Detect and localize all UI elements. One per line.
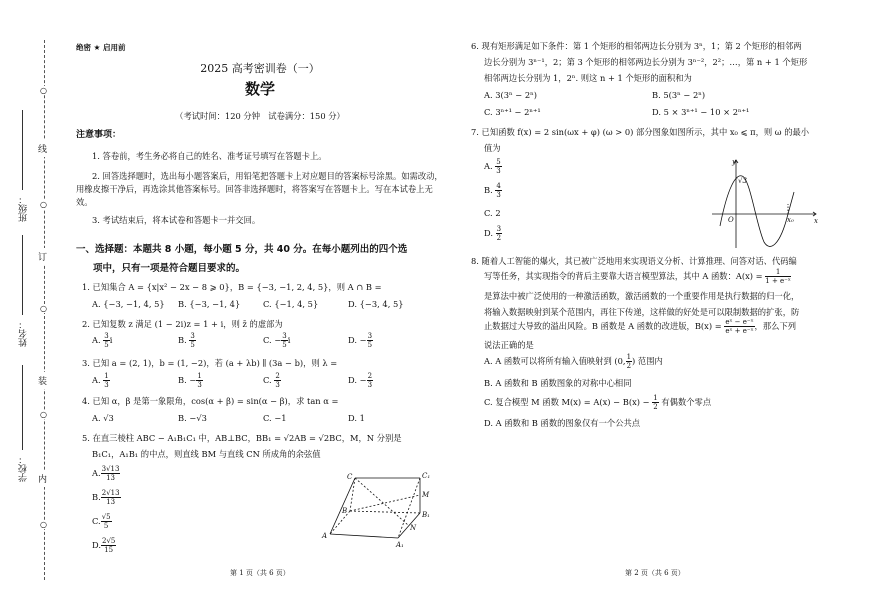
q2-option-a: A. $\frac{3}{5}$ i [92,332,113,349]
exam-title: 2025 高考密训卷（一） [200,62,320,75]
graph-x0-label: x₀ [787,216,794,224]
q6-line1: 6. 现有矩形满足如下条件：第 1 个矩形的相邻两边长分别为 3ⁿ，1；第 2 个矩形的相邻两 [471,41,802,51]
binding-circle: ○ [40,304,47,313]
notes-heading: 注意事项： [76,130,122,140]
prism-figure [320,468,440,550]
q5-line1: 5. 在直三棱柱 ABC − A₁B₁C₁ 中，AB⊥BC，BB₁ = √2AB = √2BC，M，N 分别是 [82,433,402,443]
binding-word-zhuang: 装 [38,372,47,389]
school-fill-line [22,365,23,450]
prism-label-c: C [347,473,353,481]
name-label: 姓名： [19,320,29,347]
section1-line1: 一、选择题：本题共 8 小题，每小题 5 分，共 40 分。在每小题列出的四个选 [76,244,408,255]
q8-option-b: B. A 函数和 B 函数图象的对称中心相同 [484,378,632,388]
prism-label-c1: C₁ [422,472,431,480]
q5-option-c: C. $\frac{√5}{5}$ [92,513,111,530]
q7-line2: 值为 [484,143,501,153]
q4-option-c: C. −1 [263,413,287,423]
q4-option-a: A. √3 [92,413,114,423]
q7-line1: 7. 已知函数 f(x) = 2 sin(ωx + φ) (ω > 0) 部分图象如图所示，其中 x₀ ⩽ π，则 ω 的最小 [471,127,810,137]
q3-option-a: A. $\frac{1}{3}$ [92,372,109,389]
q1-option-c: C. {−1, 4, 5} [263,299,319,309]
q5-option-b: B. $\frac{2√13}{13}$ [92,489,120,506]
q6-option-d: D. 5 × 3ⁿ⁺¹ − 10 × 2ⁿ⁺¹ [652,107,750,117]
q8-line5: 止数据过大导致的溢出风险。B 函数是 A 函数的改进版，B(x) = $\frac{\text{eˣ − e⁻ˣ}}{\text{eˣ + e⁻ˣ}}$ ，那么下列 [484,318,797,335]
exam-info: （考试时间：120 分钟 试卷满分：150 分） [175,111,345,121]
note-3: 3. 考试结束后，将本试卷和答题卡一并交回。 [92,215,261,225]
binding-circle: ○ [40,520,47,529]
q3-option-b: B. − $\frac{1}{3}$ [178,372,202,389]
q5-line2: B₁C₁，A₁B₁ 的中点，则直线 BM 与直线 CN 所成角的余弦值 [92,449,321,459]
binding-circle: ○ [40,86,47,95]
q4-stem: 4. 已知 α，β 是第一象限角，cos(α + β) = sin(α − β)，求 tan α = [82,396,339,406]
binding-word-xian: 线 [38,140,47,157]
q8-option-c: C. 复合模型 M 函数 M(x) = A(x) − B(x) − $\frac{1}{2}$ 有偶数个零点 [484,394,712,411]
q2-option-d: D. − $\frac{3}{5}$ [348,332,373,349]
note-1: 1. 答卷前，考生务必将自己的姓名、准考证号填写在答题卡上。 [92,151,327,161]
q5-option-a: A. $\frac{3√13}{13}$ [92,465,120,482]
q1-option-d: D. {−3, 4, 5} [348,299,404,309]
q5-option-d: D. $\frac{2√5}{15}$ [92,537,116,554]
graph-x-label: x [814,217,818,225]
q2-option-b: B. $\frac{3}{5}$ [178,332,195,349]
prism-label-b: B [342,507,348,515]
class-fill-line [22,110,23,190]
q4-option-d: D. 1 [348,413,365,423]
q8-line3: 是算法中被广泛使用的一种激活函数，激活函数的一个重要作用是执行数据的归一化， [484,291,800,301]
prism-label-a1: A₁ [396,541,404,549]
graph-sqrt3-label: √3 [738,177,747,185]
q8-line1: 8. 随着人工智能的爆火，其已被广泛地用来实现语义分析、计算推理、问答对话、代码编 [471,256,797,266]
graph-origin-label: O [728,216,734,224]
q1-stem: 1. 已知集合 A = {x|x² − 2x − 8 ⩾ 0}，B = {−3, −1, 2, 4, 5}，则 A ∩ B = [82,282,382,292]
q8-line2: 写等任务，其实现指令的背后主要靠大语言模型算法，其中 A 函数：A(x) = $\frac{1}{\text{1 + e⁻ˣ}}$ [484,268,791,285]
page-2-footer: 第 2 页（共 6 页） [625,569,685,577]
q2-option-c: C. − $\frac{3}{5}$ i [263,332,291,349]
q8-option-d: D. A 函数和 B 函数的图象仅有一个公共点 [484,418,641,428]
q1-option-a: A. {−3, −1, 4, 5} [92,299,165,309]
q8-line4: 将输入数据映射到某个范围内，再往下传递，这样做的好处是可以限制数据的扩张，防 [484,307,800,317]
q8-option-a: A. A 函数可以将所有输入值映射到 (0, $\frac{1}{2}$ ) 范围内 [484,353,663,370]
page-1-footer: 第 1 页（共 6 页） [230,569,290,577]
prism-label-m: M [422,491,430,499]
prism-label-b1: B₁ [422,511,430,519]
binding-circle: ○ [40,200,47,209]
prism-label-n: N [410,524,417,532]
q6-line2: 边长分别为 3ⁿ⁻¹，2；第 3 个矩形的相邻两边长分别为 3ⁿ⁻²，2²；…，第 n + 1 个矩形 [484,57,808,67]
graph-y-label: y [732,158,736,166]
class-label: 班级： [19,195,29,222]
secret-label: 绝密 ★ 启用前 [76,43,126,52]
q7-option-b: B. $\frac{4}{3}$ [484,182,501,199]
binding-word-nei: 内 [38,470,47,487]
q1-option-b: B. {−3, −1, 4} [178,299,241,309]
q6-option-c: C. 3ⁿ⁺¹ − 2ⁿ⁺¹ [484,107,541,117]
q3-stem: 3. 已知 a = (2, 1)，b = (1, −2)，若 (a + λb) ∥ (3a − b)，则 λ = [82,358,338,368]
q3-option-d: D. − $\frac{2}{3}$ [348,372,373,389]
binding-circle: ○ [40,410,47,419]
q7-option-a: A. $\frac{5}{3}$ [484,158,501,175]
name-fill-line [22,235,23,315]
q7-option-c: C. 2 [484,208,501,218]
q8-line6: 说法正确的是 [484,340,534,350]
binding-word-ding: 订 [38,248,47,265]
section1-line2: 项中，只有一项是符合题目要求的。 [93,263,246,274]
q7-sine-graph [706,156,822,252]
q6-option-b: B. 5(3ⁿ − 2ⁿ) [652,90,706,100]
note-2: 2. 回答选择题时，选出每小题答案后，用铅笔把答题卡上对应题目的答案标号涂黑。如需改动，用橡皮擦干净后，再选涂其他答案标号。回答非选择题时，将答案写在答题卡上。写在本试卷上无效。 [76,171,443,207]
q4-option-b: B. −√3 [178,413,207,423]
q3-option-c: C. $\frac{2}{3}$ [263,372,280,389]
q6-option-a: A. 3(3ⁿ − 2ⁿ) [484,90,537,100]
q2-stem: 2. 已知复数 z 满足 (1 − 2i)z = 1 + i，则 z̄ 的虚部为 [82,319,283,329]
q7-option-d: D. $\frac{3}{2}$ [484,225,502,242]
prism-label-a: A [322,532,328,540]
school-label: 学校： [19,455,29,482]
subject-title: 数学 [244,80,275,98]
q6-line3: 相邻两边长分别为 1，2ⁿ. 则这 n + 1 个矩形的面积和为 [484,73,692,83]
